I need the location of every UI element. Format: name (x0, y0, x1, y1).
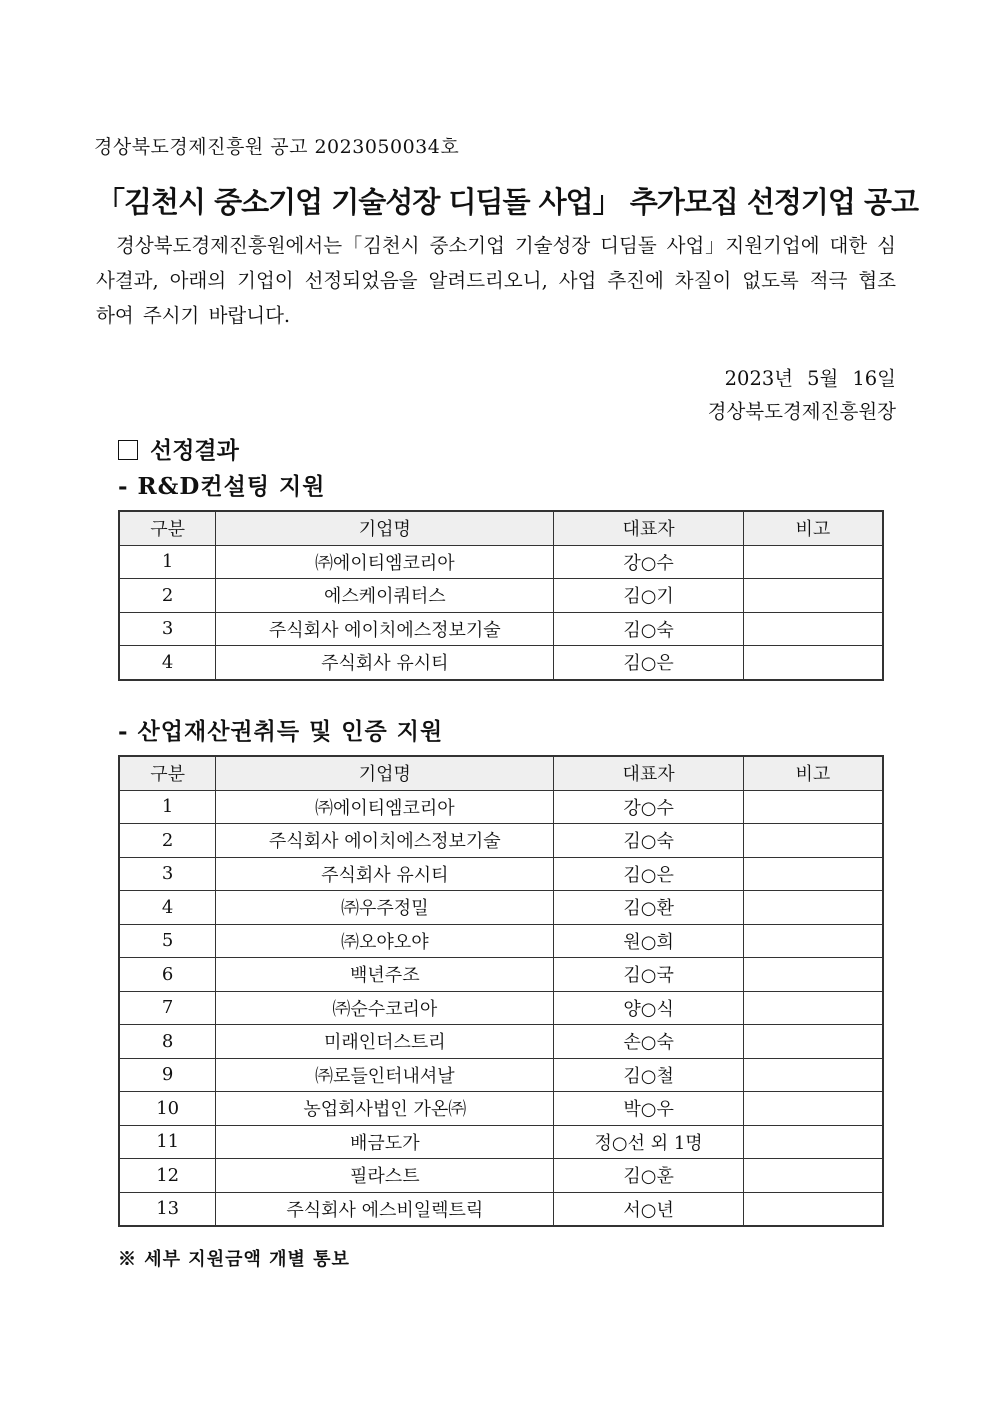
cell-company: 미래인더스트리 (216, 1025, 554, 1059)
cell-no: 3 (119, 857, 216, 891)
cell-ceo: 원○희 (554, 924, 743, 958)
cell-company: 주식회사 에스비일렉트릭 (216, 1192, 554, 1226)
cell-note (743, 891, 883, 925)
cell-company: ㈜순수코리아 (216, 991, 554, 1025)
table-row (119, 924, 883, 958)
cell-ceo: 정○선 외 1명 (554, 1125, 743, 1159)
table-row (119, 991, 883, 1025)
cell-ceo: 김○철 (554, 1058, 743, 1092)
table-row (119, 958, 883, 992)
cell-ceo: 손○숙 (554, 1025, 743, 1059)
cell-no: 4 (119, 646, 216, 680)
date-day: 16일 (852, 367, 896, 390)
cell-note (743, 1092, 883, 1126)
cell-company: 주식회사 에이치에스정보기술 (216, 824, 554, 858)
cell-company: 주식회사 유시티 (216, 857, 554, 891)
cell-note (743, 790, 883, 824)
table-row (119, 1025, 883, 1059)
cell-company: 필라스트 (216, 1159, 554, 1193)
cell-ceo: 강○수 (554, 790, 743, 824)
cell-note (743, 1159, 883, 1193)
cell-company: 주식회사 에이치에스정보기술 (216, 612, 554, 646)
cell-company: 에스케이쿼터스 (216, 579, 554, 613)
cell-no: 2 (119, 824, 216, 858)
header-company: 기업명 (216, 511, 554, 545)
cell-note (743, 646, 883, 680)
table-row (119, 1092, 883, 1126)
section-title: 선정결과 (150, 437, 239, 464)
cell-no: 9 (119, 1058, 216, 1092)
cell-no: 10 (119, 1092, 216, 1126)
announcement-body: 경상북도경제진흥원에서는「김천시 중소기업 기술성장 디딤돌 사업」지원기업에 대한 심사결과, 아래의 기업이 선정되었음을 알려드리오니, 사업 추진에 차질이 없도록 적극 협조하여 주시기 바랍니다. (96, 234, 896, 327)
cell-company: 배금도가 (216, 1125, 554, 1159)
ip-subheading: - 산업재산권취득 및 인증 지원 (118, 718, 444, 745)
table-header-row (119, 511, 883, 545)
issuer: 경상북도경제진흥원장 (707, 400, 896, 423)
cell-no: 4 (119, 891, 216, 925)
table-row (119, 1159, 883, 1193)
cell-ceo: 박○우 (554, 1092, 743, 1126)
cell-note (743, 824, 883, 858)
table-row (119, 857, 883, 891)
table-row (119, 646, 883, 680)
cell-no: 1 (119, 790, 216, 824)
cell-ceo: 서○년 (554, 1192, 743, 1226)
cell-note (743, 579, 883, 613)
rnd-subheading: - R&D컨설팅 지원 (118, 473, 326, 500)
cell-note (743, 1192, 883, 1226)
cell-note (743, 612, 883, 646)
checkbox-square-icon (118, 440, 138, 460)
cell-no: 11 (119, 1125, 216, 1159)
cell-company: 농업회사법인 가온㈜ (216, 1092, 554, 1126)
date-block (708, 362, 896, 428)
cell-ceo: 김○숙 (554, 824, 743, 858)
notice-number: 경상북도경제진흥원 공고 2023050034호 (94, 136, 460, 158)
cell-note (743, 1058, 883, 1092)
cell-ceo: 김○기 (554, 579, 744, 613)
cell-ceo: 양○식 (554, 991, 743, 1025)
table-row (119, 790, 883, 824)
cell-no: 5 (119, 924, 216, 958)
cell-note (743, 924, 883, 958)
cell-note (743, 958, 883, 992)
date-year: 2023년 (724, 367, 794, 390)
cell-no: 7 (119, 991, 216, 1025)
cell-ceo: 김○은 (554, 857, 743, 891)
cell-ceo: 김○훈 (554, 1159, 743, 1193)
header-ceo: 대표자 (554, 756, 743, 790)
table-row (119, 1125, 883, 1159)
cell-no: 13 (119, 1192, 216, 1226)
header-ceo: 대표자 (554, 511, 744, 545)
cell-note (743, 991, 883, 1025)
cell-note (743, 1125, 883, 1159)
cell-no: 2 (119, 579, 216, 613)
section-heading (118, 432, 239, 465)
table-row (119, 545, 883, 579)
table-header-row (119, 756, 883, 790)
cell-company: ㈜에이티엠코리아 (216, 790, 554, 824)
issue-date (708, 362, 896, 395)
document-title: 「김천시 중소기업 기술성장 디딤돌 사업」 추가모집 선정기업 공고 (96, 185, 919, 219)
table-row (119, 612, 883, 646)
cell-company: 주식회사 유시티 (216, 646, 554, 680)
header-company: 기업명 (216, 756, 554, 790)
cell-ceo: 김○국 (554, 958, 743, 992)
cell-no: 12 (119, 1159, 216, 1193)
cell-company: ㈜우주정밀 (216, 891, 554, 925)
table-row (119, 579, 883, 613)
table-row (119, 824, 883, 858)
cell-no: 6 (119, 958, 216, 992)
table-row (119, 891, 883, 925)
cell-no: 3 (119, 612, 216, 646)
cell-ceo: 김○은 (554, 646, 744, 680)
cell-company: ㈜오야오야 (216, 924, 554, 958)
cell-ceo: 강○수 (554, 545, 744, 579)
cell-company: ㈜로들인터내셔날 (216, 1058, 554, 1092)
table-row (119, 1192, 883, 1226)
ip-table (118, 755, 884, 1227)
cell-note (743, 545, 883, 579)
header-no: 구분 (119, 756, 216, 790)
header-note: 비고 (743, 756, 883, 790)
header-no: 구분 (119, 511, 216, 545)
table-row (119, 1058, 883, 1092)
cell-no: 1 (119, 545, 216, 579)
rnd-table (118, 510, 884, 681)
header-note: 비고 (743, 511, 883, 545)
cell-company: ㈜에이티엠코리아 (216, 545, 554, 579)
footnote: ※ 세부 지원금액 개별 통보 (118, 1249, 350, 1270)
cell-note (743, 1025, 883, 1059)
cell-note (743, 857, 883, 891)
date-month: 5월 (807, 367, 839, 390)
cell-ceo: 김○숙 (554, 612, 744, 646)
cell-no: 8 (119, 1025, 216, 1059)
cell-ceo: 김○환 (554, 891, 743, 925)
cell-company: 백년주조 (216, 958, 554, 992)
